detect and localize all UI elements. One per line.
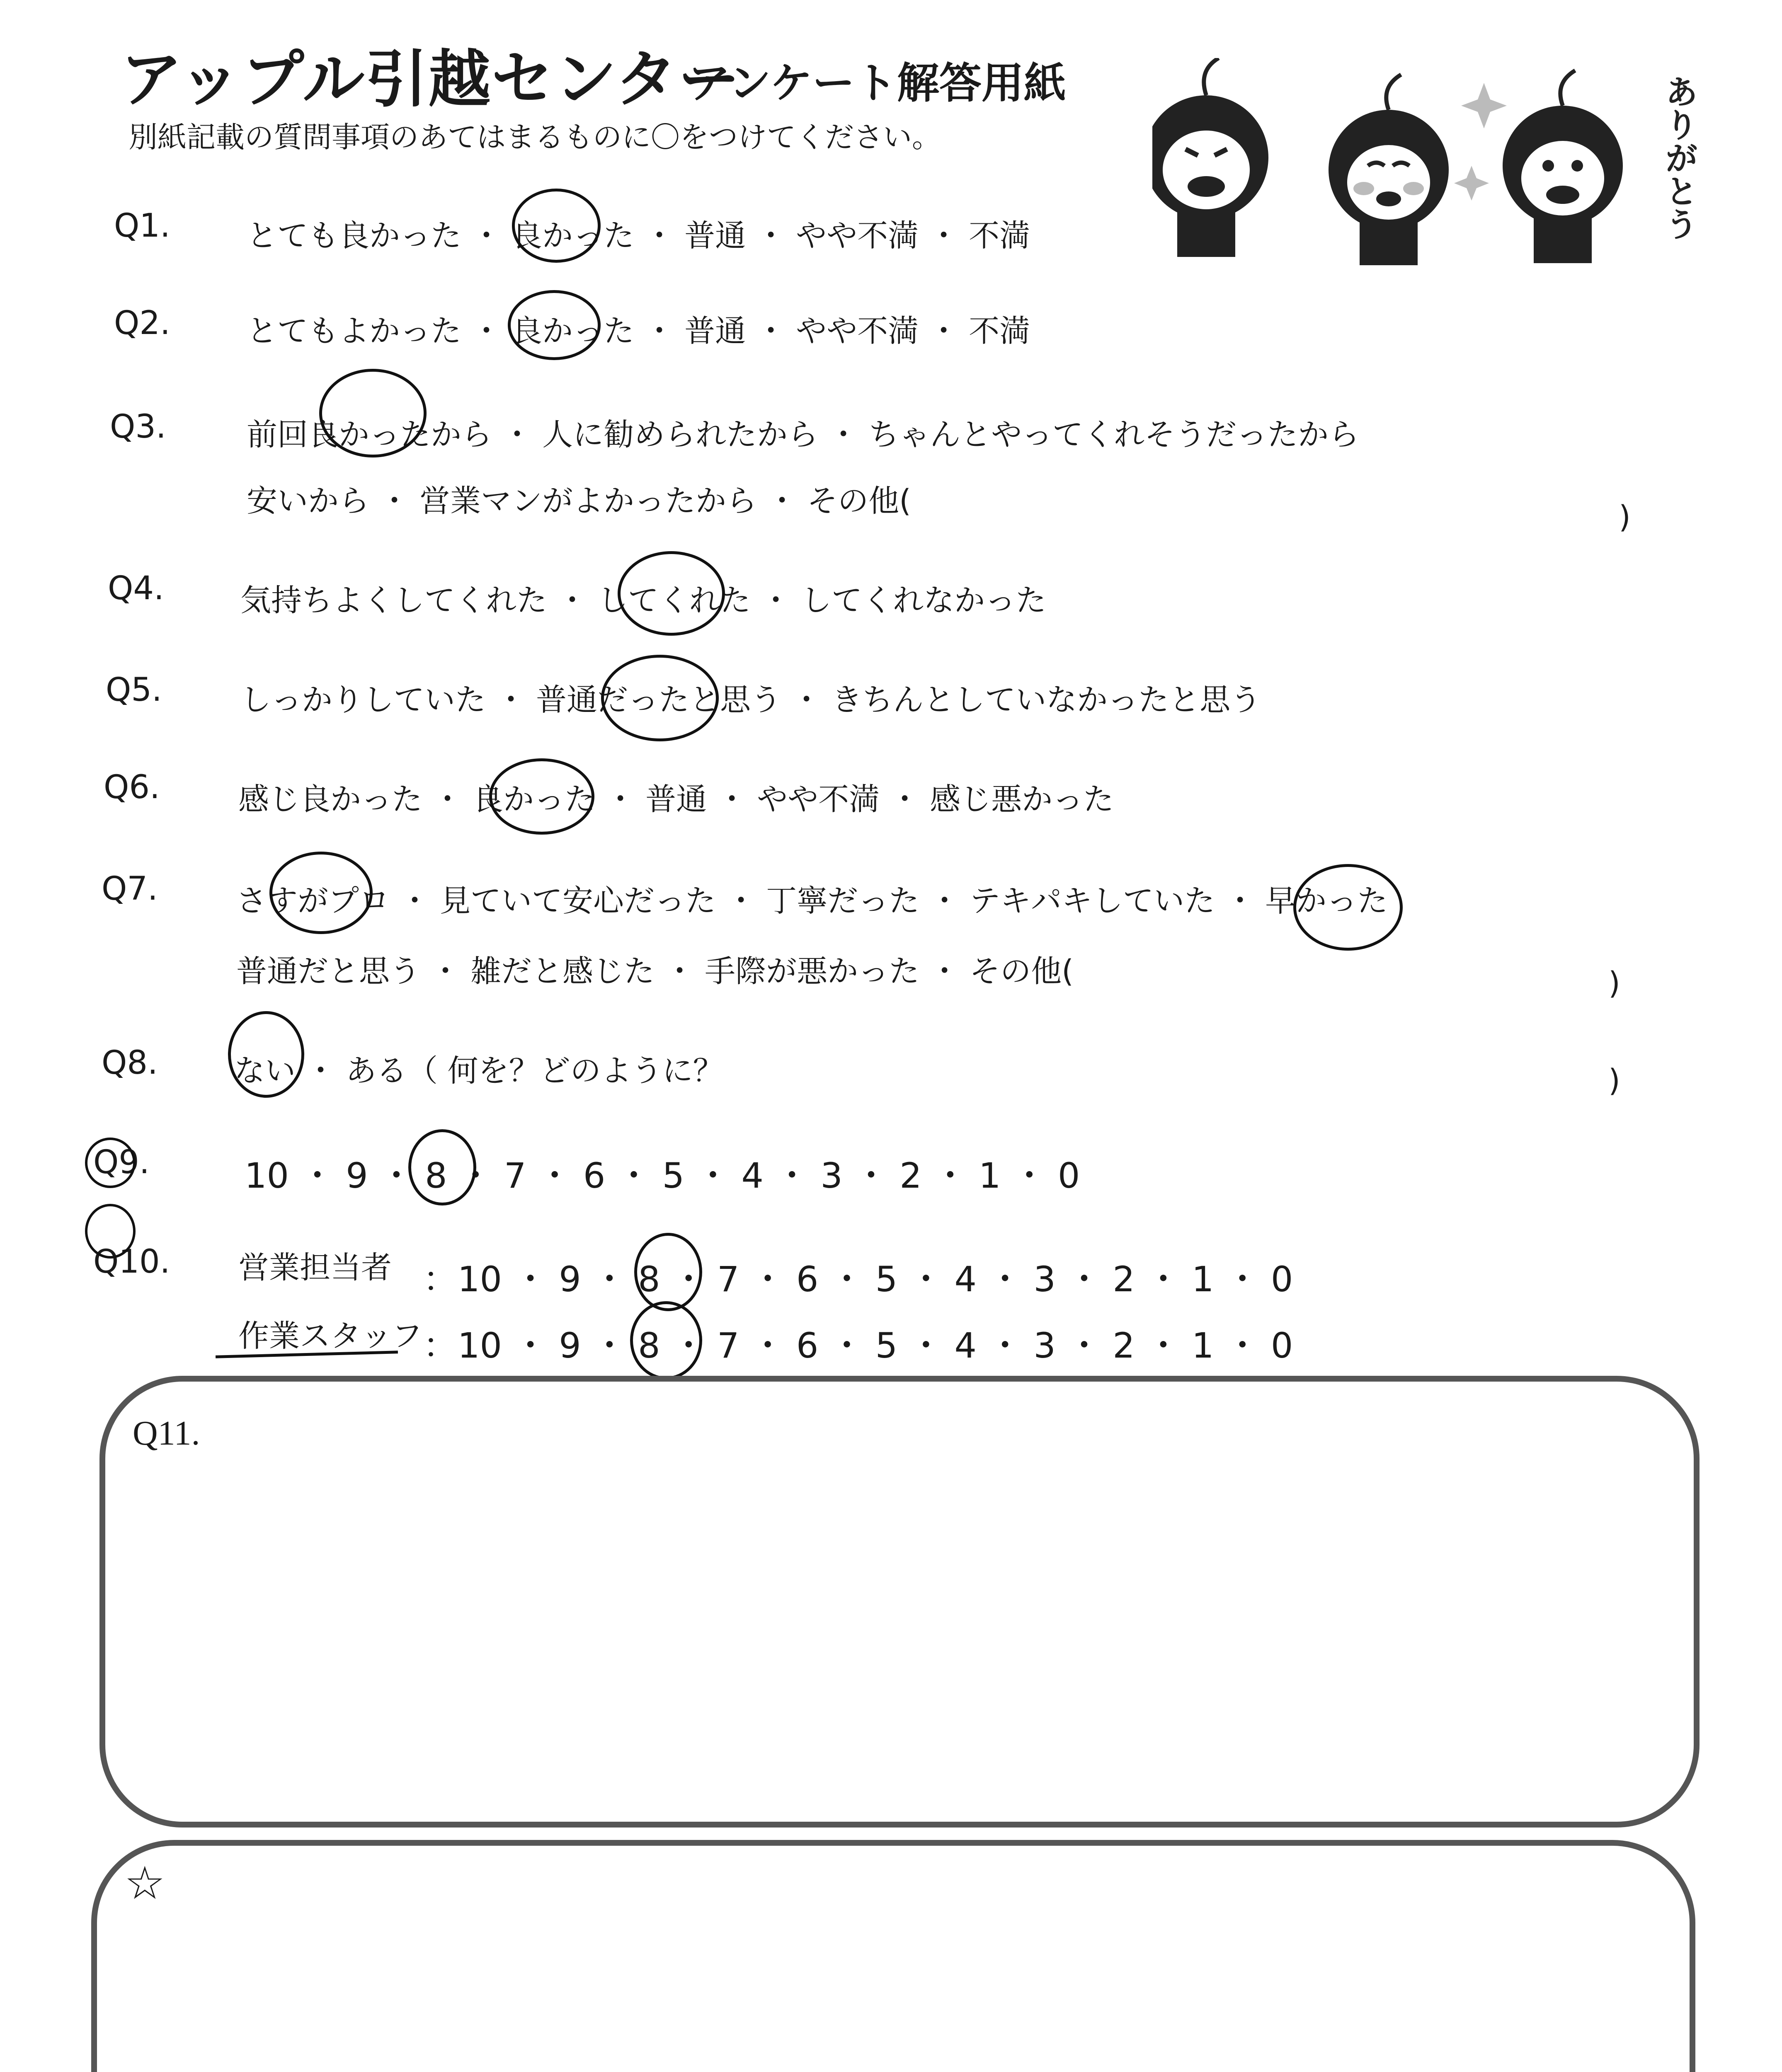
q4-label: Q4. (108, 570, 164, 607)
q9-label: Q9. (93, 1144, 150, 1181)
q10-sales-scale: ：10 ・ 9 ・ 8 ・ 7 ・ 6 ・ 5 ・ 4 ・ 3 ・ 2 ・ 1 ・ 0 (423, 1259, 1293, 1300)
q1-label: Q1. (114, 207, 170, 244)
answer-circle-q7a (269, 852, 373, 934)
q2-label: Q2. (114, 305, 170, 342)
sparkle-icon (1454, 83, 1507, 201)
q7-options-line1: さすがプロ ・ 見ていて安心だった ・ 丁寧だった ・ テキパキしていた ・ 早かった (236, 883, 1388, 919)
form-title: アップル引越センター (120, 44, 741, 116)
monkey-1-icon (1152, 58, 1268, 257)
q2-options: とてもよかった ・ 良かった ・ 普通 ・ やや不満 ・ 不満 (247, 313, 1030, 349)
instruction-text: 別紙記載の質問事項のあてはまるものに〇をつけてください。 (128, 120, 941, 154)
answer-circle-q8 (228, 1011, 304, 1098)
q10-staff-label: 作業スタッフ (238, 1318, 422, 1354)
q8-close-paren: ) (1608, 1063, 1620, 1099)
q10-sales-label: 営業担当者 (238, 1250, 392, 1285)
q10-label: Q10. (93, 1243, 170, 1280)
star-comment-box[interactable] (91, 1840, 1695, 2072)
q6-label: Q6. (104, 769, 160, 806)
q8-label: Q8. (102, 1044, 158, 1082)
q3-label: Q3. (110, 408, 166, 445)
check-circle-q10 (85, 1204, 136, 1259)
q7-label: Q7. (102, 870, 158, 908)
answer-circle-q1 (512, 189, 601, 263)
q3-options-line2: 安いから ・ 営業マンがよかったから ・ その他( (247, 483, 911, 519)
q1-options: とても良かった ・ 良かった ・ 普通 ・ やや不満 ・ 不満 (247, 218, 1030, 254)
check-circle-q9 (85, 1138, 136, 1188)
q4-options: 気持ちよくしてくれた ・ してくれた ・ してくれなかった (240, 583, 1047, 618)
answer-circle-q4 (618, 551, 725, 636)
q11-label: Q11. (133, 1414, 200, 1452)
answer-circle-q10-staff (630, 1301, 702, 1380)
answer-circle-q5 (601, 655, 719, 741)
q7-close-paren: ) (1608, 966, 1620, 1001)
q5-options: しっかりしていた ・ 普通だったと思う ・ きちんとしていなかったと思う (240, 682, 1261, 718)
star-label: ☆ (124, 1858, 165, 1909)
q3-options-line1: 前回良かったから ・ 人に勧められたから ・ ちゃんとやってくれそうだったから (247, 417, 1360, 453)
q9-scale: 10 ・ 9 ・ 8 ・ 7 ・ 6 ・ 5 ・ 4 ・ 3 ・ 2 ・ 1 ・ 0 (245, 1155, 1080, 1196)
answer-circle-q6 (489, 758, 594, 835)
answer-circle-q10-sales (634, 1233, 702, 1311)
mascot-caption: ありがとう (1659, 75, 1698, 240)
monkey-2-icon (1329, 75, 1449, 265)
q5-label: Q5. (106, 671, 162, 709)
q6-options: 感じ良かった ・ 良かった ・ 普通 ・ やや不満 ・ 感じ悪かった (238, 782, 1114, 817)
monkey-mascots-illustration (1152, 58, 1700, 265)
answer-circle-q9 (408, 1129, 476, 1205)
monkey-3-icon (1503, 70, 1623, 263)
answer-circle-q3 (319, 369, 427, 457)
answer-circle-q2 (508, 290, 601, 360)
q7-options-line2: 普通だと思う ・ 雑だと感じた ・ 手際が悪かった ・ その他( (236, 954, 1074, 989)
q11-comment-box[interactable] (99, 1376, 1700, 1828)
q8-options: ない ・ ある（ 何を？どのように？ (234, 1053, 724, 1089)
form-subtitle: アンケート解答用紙 (688, 59, 1066, 108)
answer-circle-q7b (1293, 864, 1403, 951)
q10-staff-scale: ：10 ・ 9 ・ 8 ・ 7 ・ 6 ・ 5 ・ 4 ・ 3 ・ 2 ・ 1 ・ 0 (423, 1325, 1293, 1366)
q3-close-paren: ) (1619, 499, 1631, 535)
